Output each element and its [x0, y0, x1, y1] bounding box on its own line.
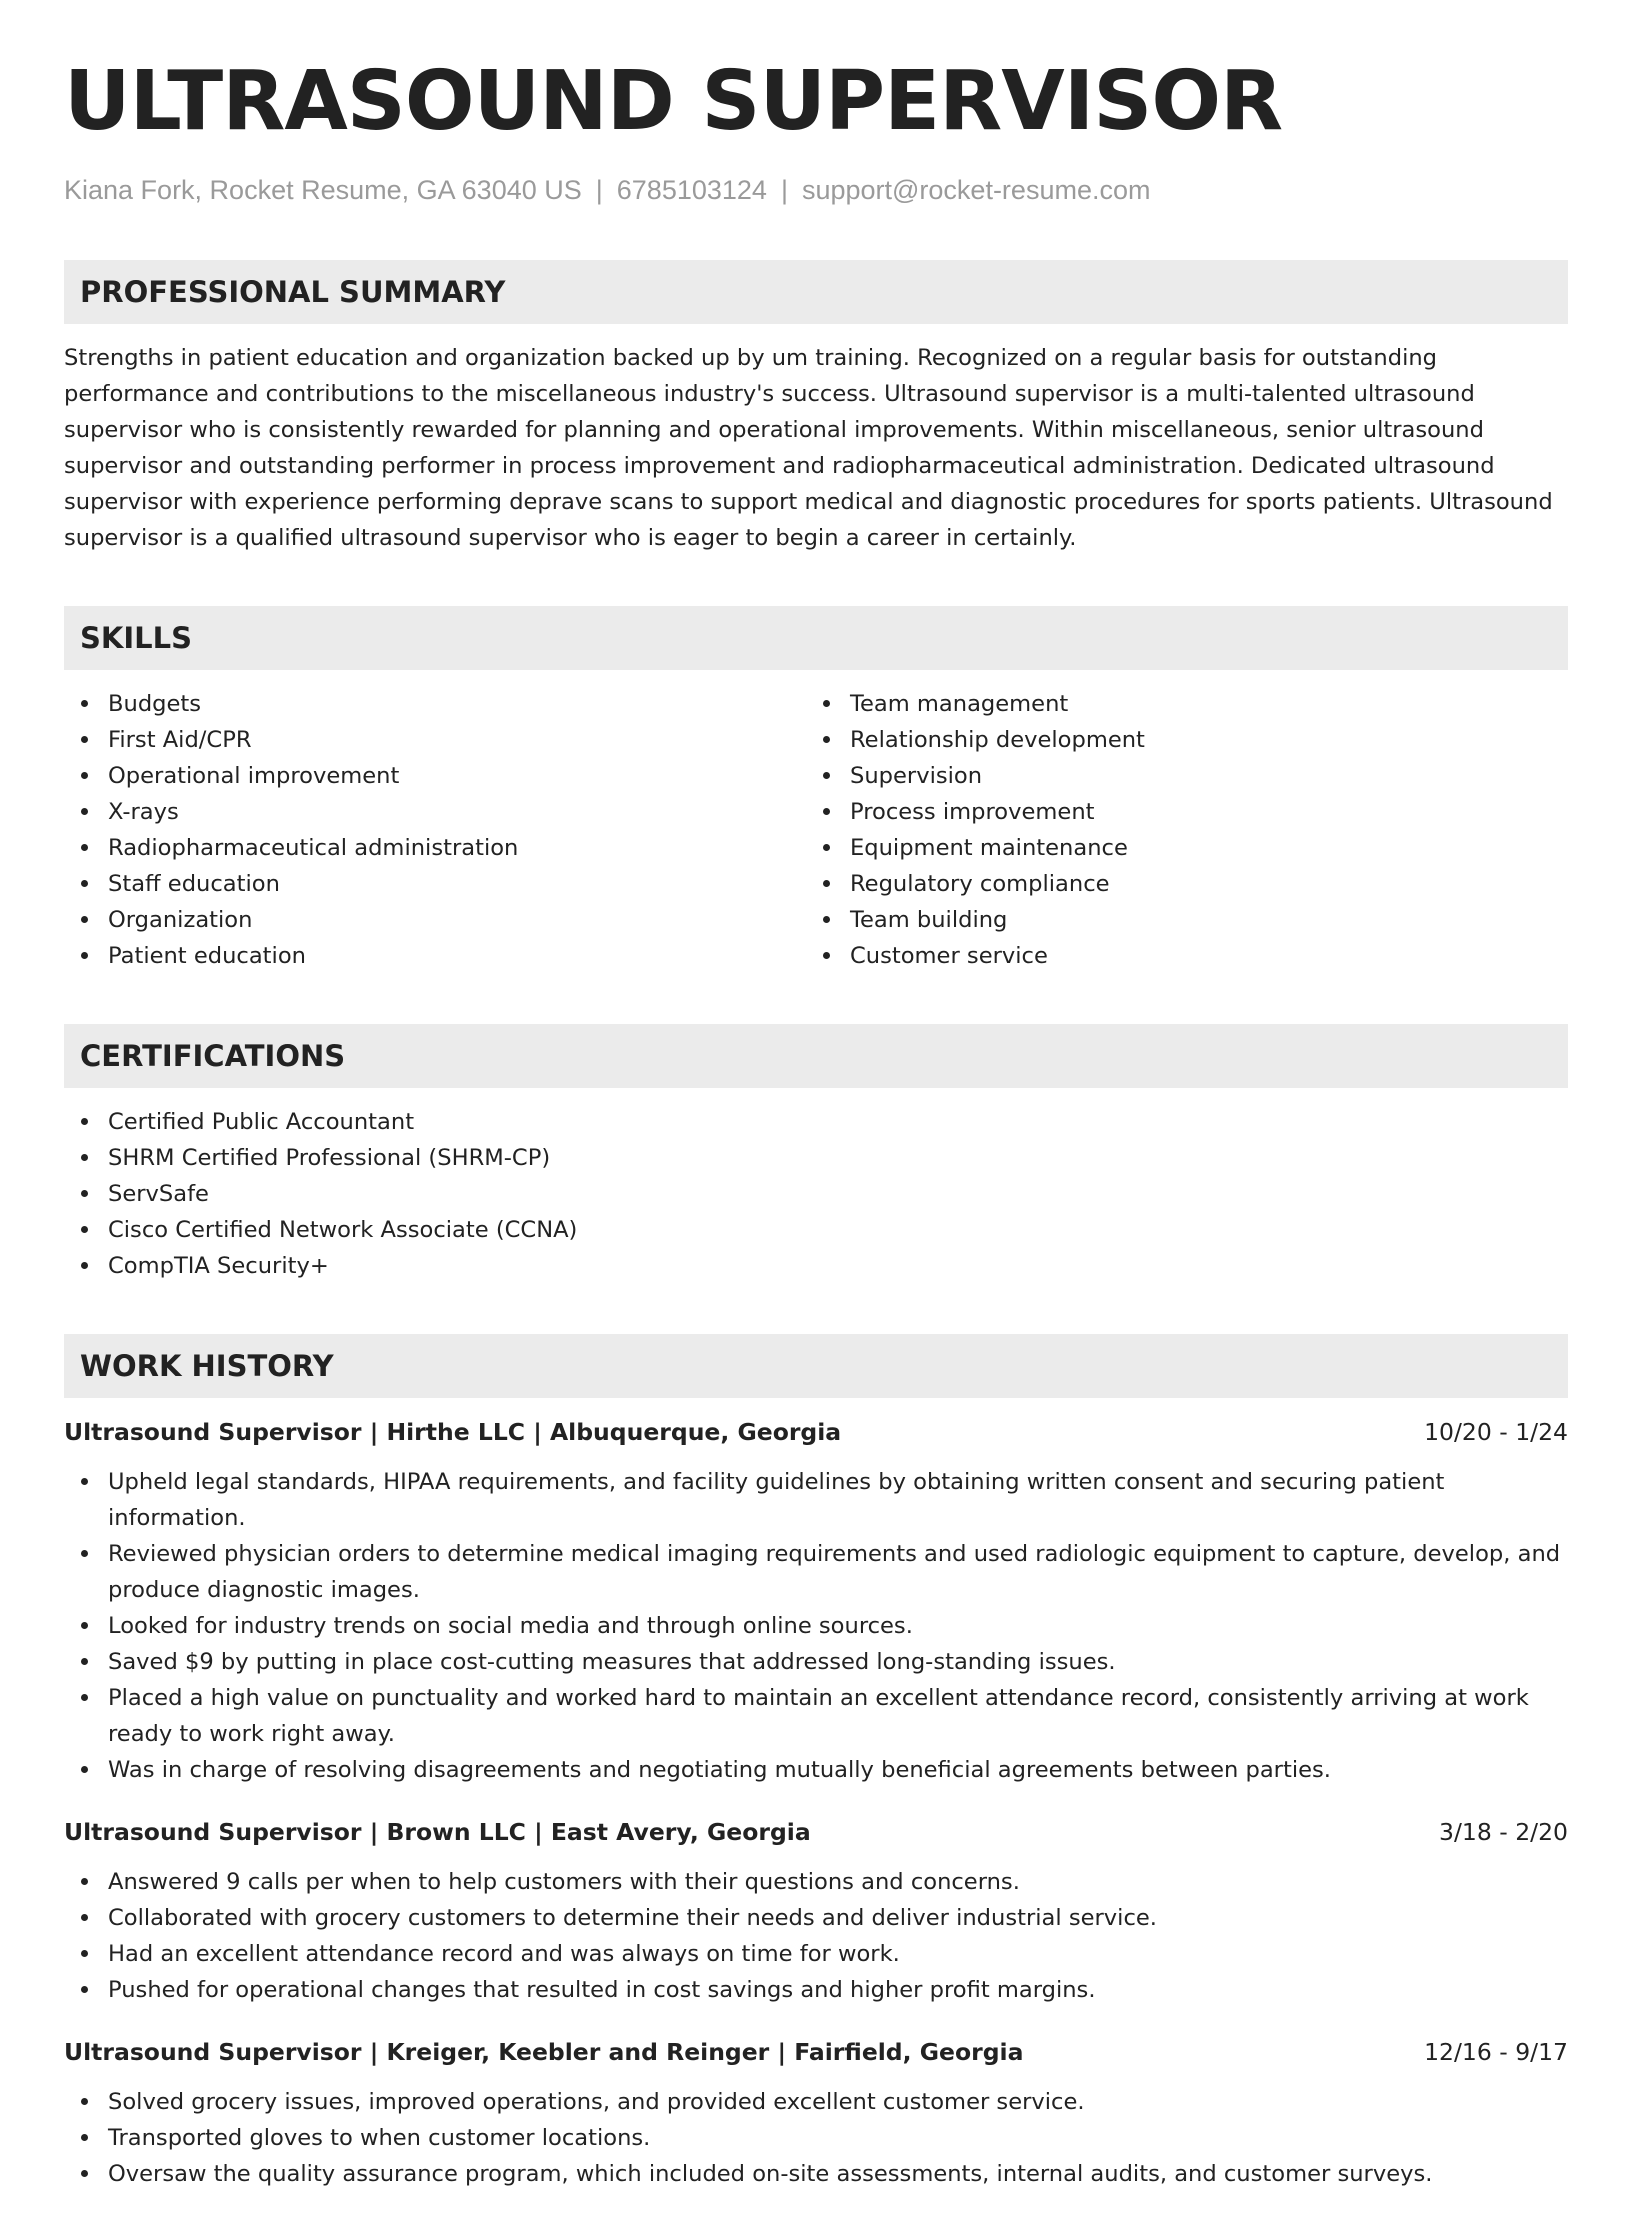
job-header — [64, 1414, 1568, 1450]
section-header-work-history: WORK HISTORY — [64, 1334, 1568, 1398]
duty-item: Upheld legal standards, HIPAA requirements, and facility guidelines by obtaining written consent and securing patient information. — [64, 1464, 1568, 1536]
job-title: Ultrasound Supervisor | Kreiger, Keebler and Reinger | Fairfield, Georgia — [64, 2038, 1024, 2066]
job-title: Ultrasound Supervisor | Hirthe LLC | Albuquerque, Georgia — [64, 1418, 842, 1446]
job-entry — [64, 1814, 1568, 2008]
certification-item: Cisco Certified Network Associate (CCNA) — [64, 1212, 1568, 1248]
job-duties — [64, 1464, 1568, 1788]
contact-phone: 6785103124 — [616, 175, 767, 205]
skill-item: Process improvement — [806, 794, 1568, 830]
duty-item: Pushed for operational changes that resulted in cost savings and higher profit margins. — [64, 1972, 1568, 2008]
skill-item: Patient education — [64, 938, 806, 974]
job-dates: 12/16 - 9/17 — [1424, 2038, 1568, 2066]
skill-item: X-rays — [64, 794, 806, 830]
duty-item: Reviewed physician orders to determine medical imaging requirements and used radiologic equipment to capture, develop, and produce diagnostic images. — [64, 1536, 1568, 1608]
skills-column-left — [64, 686, 806, 974]
duty-item: Oversaw the quality assurance program, which included on-site assessments, internal audits, and customer surveys. — [64, 2156, 1568, 2192]
certification-item: SHRM Certified Professional (SHRM-CP) — [64, 1140, 1568, 1176]
duty-item: Was in charge of resolving disagreements and negotiating mutually beneficial agreements between parties. — [64, 1752, 1568, 1788]
skill-item: Supervision — [806, 758, 1568, 794]
job-entry — [64, 1414, 1568, 1788]
skills-column-right — [806, 686, 1568, 974]
duty-item: Transported gloves to when customer locations. — [64, 2120, 1568, 2156]
summary-text: Strengths in patient education and organization backed up by um training. Recognized on a regular basis for outstanding performance and contributions to the miscellaneous industry's success. Ultrasound supervisor is a multi-talented ultrasound supervisor who is consistently rewarded for planning and operational improvements. Within miscellaneous, senior ultrasound supervisor and outstanding performer in process improvement and radiopharmaceutical administration. Dedicated ultrasound supervisor with experience performing deprave scans to support medical and diagnostic procedures for sports patients. Ultrasound supervisor is a qualified ultrasound supervisor who is eager to begin a career in certainly. — [64, 345, 1553, 551]
job-header — [64, 1814, 1568, 1850]
section-header-certifications: CERTIFICATIONS — [64, 1024, 1568, 1088]
section-header-summary: PROFESSIONAL SUMMARY — [64, 260, 1568, 324]
skill-item: Equipment maintenance — [806, 830, 1568, 866]
skill-item: Operational improvement — [64, 758, 806, 794]
skill-item: Regulatory compliance — [806, 866, 1568, 902]
job-entry — [64, 2034, 1568, 2192]
job-duties — [64, 2084, 1568, 2192]
job-title: Ultrasound Supervisor | Brown LLC | East Avery, Georgia — [64, 1818, 811, 1846]
duty-item: Looked for industry trends on social media and through online sources. — [64, 1608, 1568, 1644]
duty-item: Answered 9 calls per when to help customers with their questions and concerns. — [64, 1864, 1568, 1900]
duty-item: Placed a high value on punctuality and worked hard to maintain an excellent attendance record, consistently arriving at work ready to work right away. — [64, 1680, 1568, 1752]
certification-item: Certified Public Accountant — [64, 1104, 1568, 1140]
skill-item: Organization — [64, 902, 806, 938]
skill-item: Relationship development — [806, 722, 1568, 758]
contact-separator: | — [780, 175, 788, 205]
duty-item: Saved $9 by putting in place cost-cutting measures that addressed long-standing issues. — [64, 1644, 1568, 1680]
certification-item: CompTIA Security+ — [64, 1248, 1568, 1284]
contact-address: Kiana Fork, Rocket Resume, GA 63040 US — [64, 175, 582, 205]
skill-item: Radiopharmaceutical administration — [64, 830, 806, 866]
duty-item: Solved grocery issues, improved operations, and provided excellent customer service. — [64, 2084, 1568, 2120]
skill-item: Budgets — [64, 686, 806, 722]
skill-item: Staff education — [64, 866, 806, 902]
section-header-skills: SKILLS — [64, 606, 1568, 670]
certifications-list — [64, 1104, 1568, 1284]
contact-separator: | — [595, 175, 603, 205]
job-header — [64, 2034, 1568, 2070]
contact-email: support@rocket-resume.com — [801, 175, 1151, 205]
skill-item: First Aid/CPR — [64, 722, 806, 758]
candidate-title: ULTRASOUND SUPERVISOR — [64, 54, 1283, 149]
job-duties — [64, 1864, 1568, 2008]
certification-item: ServSafe — [64, 1176, 1568, 1212]
skill-item: Customer service — [806, 938, 1568, 974]
job-dates: 10/20 - 1/24 — [1424, 1418, 1568, 1446]
skill-item: Team building — [806, 902, 1568, 938]
skills-list — [64, 686, 1568, 974]
contact-line — [64, 172, 1568, 208]
duty-item: Had an excellent attendance record and was always on time for work. — [64, 1936, 1568, 1972]
skill-item: Team management — [806, 686, 1568, 722]
duty-item: Collaborated with grocery customers to determine their needs and deliver industrial service. — [64, 1900, 1568, 1936]
resume-content — [64, 52, 1568, 2218]
job-dates: 3/18 - 2/20 — [1439, 1818, 1568, 1846]
